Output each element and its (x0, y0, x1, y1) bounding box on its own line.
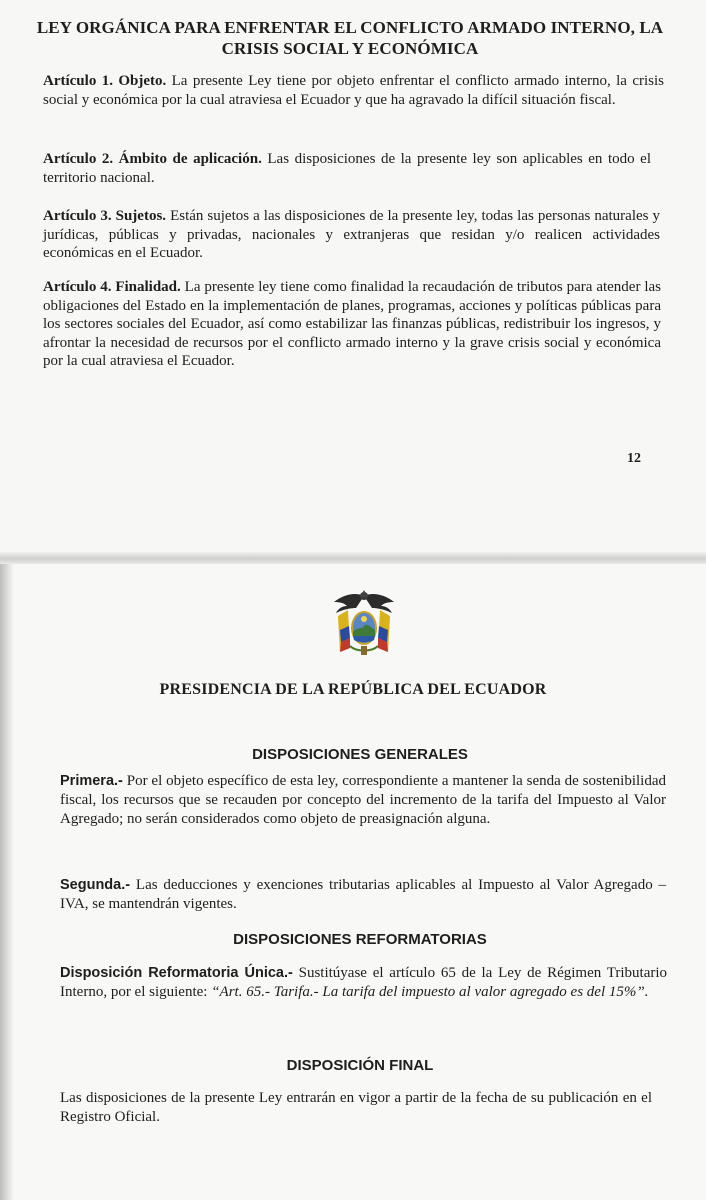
general-provisions-heading: DISPOSICIONES GENERALES (252, 746, 468, 763)
article-1 (43, 72, 664, 109)
presidency-header: PRESIDENCIA DE LA REPÚBLICA DEL ECUADOR (159, 681, 547, 698)
article-label: Artículo 1. Objeto. (43, 73, 167, 89)
provision-label: Disposición Reformatoria Única.- (60, 965, 293, 981)
provision-label: Segunda.- (60, 877, 131, 893)
article-text: Las disposiciones de la presente ley son aplicables en todo el territorio nacional. (43, 151, 652, 186)
provision-second (60, 876, 666, 914)
final-provision (60, 1089, 652, 1127)
final-provision-heading: DISPOSICIÓN FINAL (286, 1057, 434, 1074)
article-4 (43, 278, 661, 371)
law-title: LEY ORGÁNICA PARA ENFRENTAR EL CONFLICTO ARMADO INTERNO, LA CRISIS SOCIAL Y ECONÓMICA (36, 18, 664, 58)
article-label: Artículo 3. Sujetos. (43, 208, 167, 224)
article-2 (43, 150, 651, 187)
reform-provision (60, 964, 667, 1002)
article-text: La presente Ley tiene por objeto enfrentar el conflicto armado interno, la crisis social y económica por la cual atraviesa el Ecuador y que ha agravado la difícil situación fiscal. (43, 73, 664, 108)
provision-first (60, 772, 666, 829)
page-number: 12 (627, 451, 641, 466)
reform-quote: “Art. 65.- Tarifa.- La tarifa del impuesto al valor agregado es del 15%”. (211, 984, 649, 1000)
provision-text: Las deducciones y exenciones tributarias aplicables al Impuesto al Valor Agregado – IVA, se mantendrán vigentes. (60, 877, 666, 912)
article-label: Artículo 4. Finalidad. (43, 279, 181, 295)
article-text: La presente ley tiene como finalidad la recaudación de tributos para atender las obligaciones del Estado en la implementación de planes, programas, acciones y políticas públicas para los sectores sociales del Ecuador, así como estabilizar las finanzas públicas, redistribuir los ingresos, y afrontar la necesidad de recursos por el conflicto armado interno y la grave crisis social y económica por la cual atraviesa el Ecuador. (43, 279, 662, 369)
reform-provisions-heading: DISPOSICIONES REFORMATORIAS (233, 931, 487, 948)
ecuador-coat-of-arms-icon (326, 586, 402, 662)
article-text: Están sujetos a las disposiciones de la presente ley, todas las personas naturales y jurídicas, públicas y privadas, nacionales y extranjeras que residan y/o realicen actividades económicas en el Ecuador. (43, 208, 661, 261)
page-shadow (0, 564, 14, 1200)
page-separator (0, 552, 706, 564)
provision-label: Primera.- (60, 773, 123, 789)
article-3 (43, 207, 660, 263)
provision-text: Por el objeto específico de esta ley, correspondiente a mantener la senda de sostenibilidad fiscal, los recursos que se recauden por concepto del incremento de la tarifa del Impuesto al Valor Agregado; no serán considerados como objeto de preasignación alguna. (60, 773, 666, 827)
article-label: Artículo 2. Ámbito de aplicación. (43, 151, 262, 167)
provision-text: Sustitúyase el artículo 65 de la Ley de Régimen Tributario Interno, por el siguiente: (60, 965, 668, 1000)
provision-text: Las disposiciones de la presente Ley entrarán en vigor a partir de la fecha de su publicación en el Registro Oficial. (60, 1090, 652, 1125)
